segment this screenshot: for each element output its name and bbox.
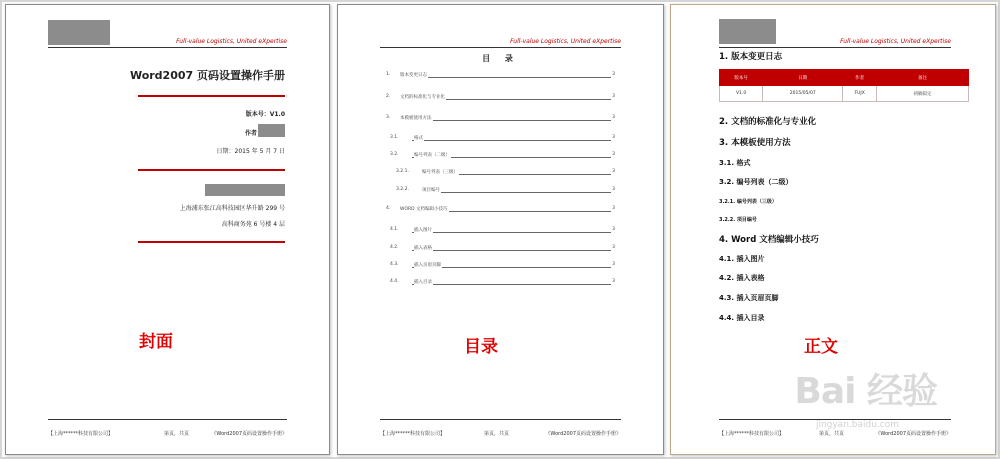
footer-line: [48, 419, 287, 420]
toc-label: 目录: [464, 337, 498, 357]
cover-author-label: 作者: [244, 130, 257, 137]
watermark-url: jingyan.baidu.com: [815, 420, 899, 430]
watermark-logo: Bai 经验: [794, 371, 937, 412]
toc-title: 目 录: [482, 54, 519, 63]
logo-placeholder: [48, 20, 110, 45]
cover-address-2: 高科商务苑 6 号楼 4 层: [221, 221, 285, 228]
company-redacted: [205, 184, 285, 196]
red-rule: [138, 169, 285, 171]
toc-item[interactable]: 4.3. 插入页眉页脚 3: [390, 262, 615, 268]
header-line: [719, 47, 951, 48]
logo-placeholder: [719, 19, 776, 44]
footer-company: 【上海******科技有限公司】: [719, 431, 785, 437]
table-cell: 2015/05/07: [763, 86, 843, 102]
toc-item[interactable]: 4.1. 插入图片 3: [390, 227, 615, 233]
footer-doc: 《Word2007页码设置操作手册》: [545, 431, 621, 437]
header-line: [48, 47, 287, 48]
toc-item[interactable]: 3.2.1. 编号列表（三级） 3: [396, 169, 615, 175]
footer-doc: 《Word2007页码设置操作手册》: [875, 431, 951, 437]
heading-4-2: 4.2. 插入表格: [719, 274, 765, 282]
toc-item[interactable]: 4.4. 插入目录 3: [390, 279, 615, 285]
footer-page: 第页，共页: [484, 431, 510, 437]
toc-item[interactable]: 2. 文档的标准化与专业化 3: [386, 94, 615, 100]
red-rule: [138, 95, 285, 97]
toc-item[interactable]: 3.2. 编号列表（二级） 3: [390, 152, 615, 158]
heading-3-2: 3.2. 编号列表（二级）: [719, 178, 793, 186]
heading-4: 4. Word 文档编辑小技巧: [719, 235, 819, 245]
cover-address-1: 上海浦东张江高科技园区华升路 299 号: [179, 205, 285, 212]
heading-4-4: 4.4. 插入目录: [719, 314, 765, 322]
table-row: [720, 86, 969, 102]
table-header: 日期: [763, 70, 843, 86]
table-cell: FUJX: [843, 86, 877, 102]
toc-item[interactable]: 3. 本模板使用方法 3: [386, 115, 615, 121]
header-slogan: Full-value Logistics, United eXpertise: [510, 38, 621, 45]
table-header: 备注: [877, 70, 969, 86]
heading-4-1: 4.1. 插入图片: [719, 255, 765, 263]
toc-item[interactable]: 3.2.2. 项目编号 3: [396, 187, 615, 193]
heading-4-3: 4.3. 插入页眉页脚: [719, 294, 779, 302]
heading-3-2-1: 3.2.1. 编号列表（三级）: [719, 199, 777, 205]
footer-line: [719, 419, 951, 420]
footer-doc: 《Word2007页码设置操作手册》: [211, 431, 287, 437]
table-cell: 初稿拟定: [877, 86, 969, 102]
footer-company: 【上海******科技有限公司】: [48, 431, 114, 437]
table-cell: V1.0: [720, 86, 763, 102]
heading-template: 3. 本模板使用方法: [719, 138, 791, 148]
cover-date: 日期：2015 年 5 月 7 日: [216, 148, 285, 155]
heading-standard: 2. 文档的标准化与专业化: [719, 117, 817, 127]
heading-3-2-2: 3.2.2. 项目编号: [719, 217, 757, 223]
table-header: 作者: [843, 70, 877, 86]
heading-changelog: 1. 版本变更日志: [719, 52, 783, 62]
footer-company: 【上海******科技有限公司】: [380, 431, 446, 437]
cover-version: 版本号：V1.0: [245, 111, 285, 118]
heading-3-1: 3.1. 格式: [719, 159, 751, 167]
table-header: 版本号: [720, 70, 763, 86]
footer-line: [380, 419, 621, 420]
toc-item[interactable]: 3.1. 格式 3: [390, 135, 615, 141]
toc-item[interactable]: 1. 版本变更日志 3: [386, 72, 615, 78]
footer-page: 第页，共页: [819, 431, 845, 437]
changelog-table: [719, 69, 969, 102]
header-slogan: Full-value Logistics, United eXpertise: [840, 38, 951, 45]
cover-page: [5, 4, 330, 455]
toc-item[interactable]: 4. WORD 文档编辑小技巧 3: [386, 206, 615, 212]
author-redacted: [258, 124, 285, 137]
cover-title: Word2007 页码设置操作手册: [129, 69, 285, 82]
body-label: 正文: [804, 337, 838, 357]
red-rule: [138, 241, 285, 243]
toc-page: [337, 4, 664, 455]
header-slogan: Full-value Logistics, United eXpertise: [176, 38, 287, 45]
toc-item[interactable]: 4.2. 插入表格 3: [390, 245, 615, 251]
header-line: [380, 47, 621, 48]
body-page: [670, 4, 996, 455]
cover-label: 封面: [139, 332, 173, 352]
footer-page: 第页，共页: [164, 431, 190, 437]
